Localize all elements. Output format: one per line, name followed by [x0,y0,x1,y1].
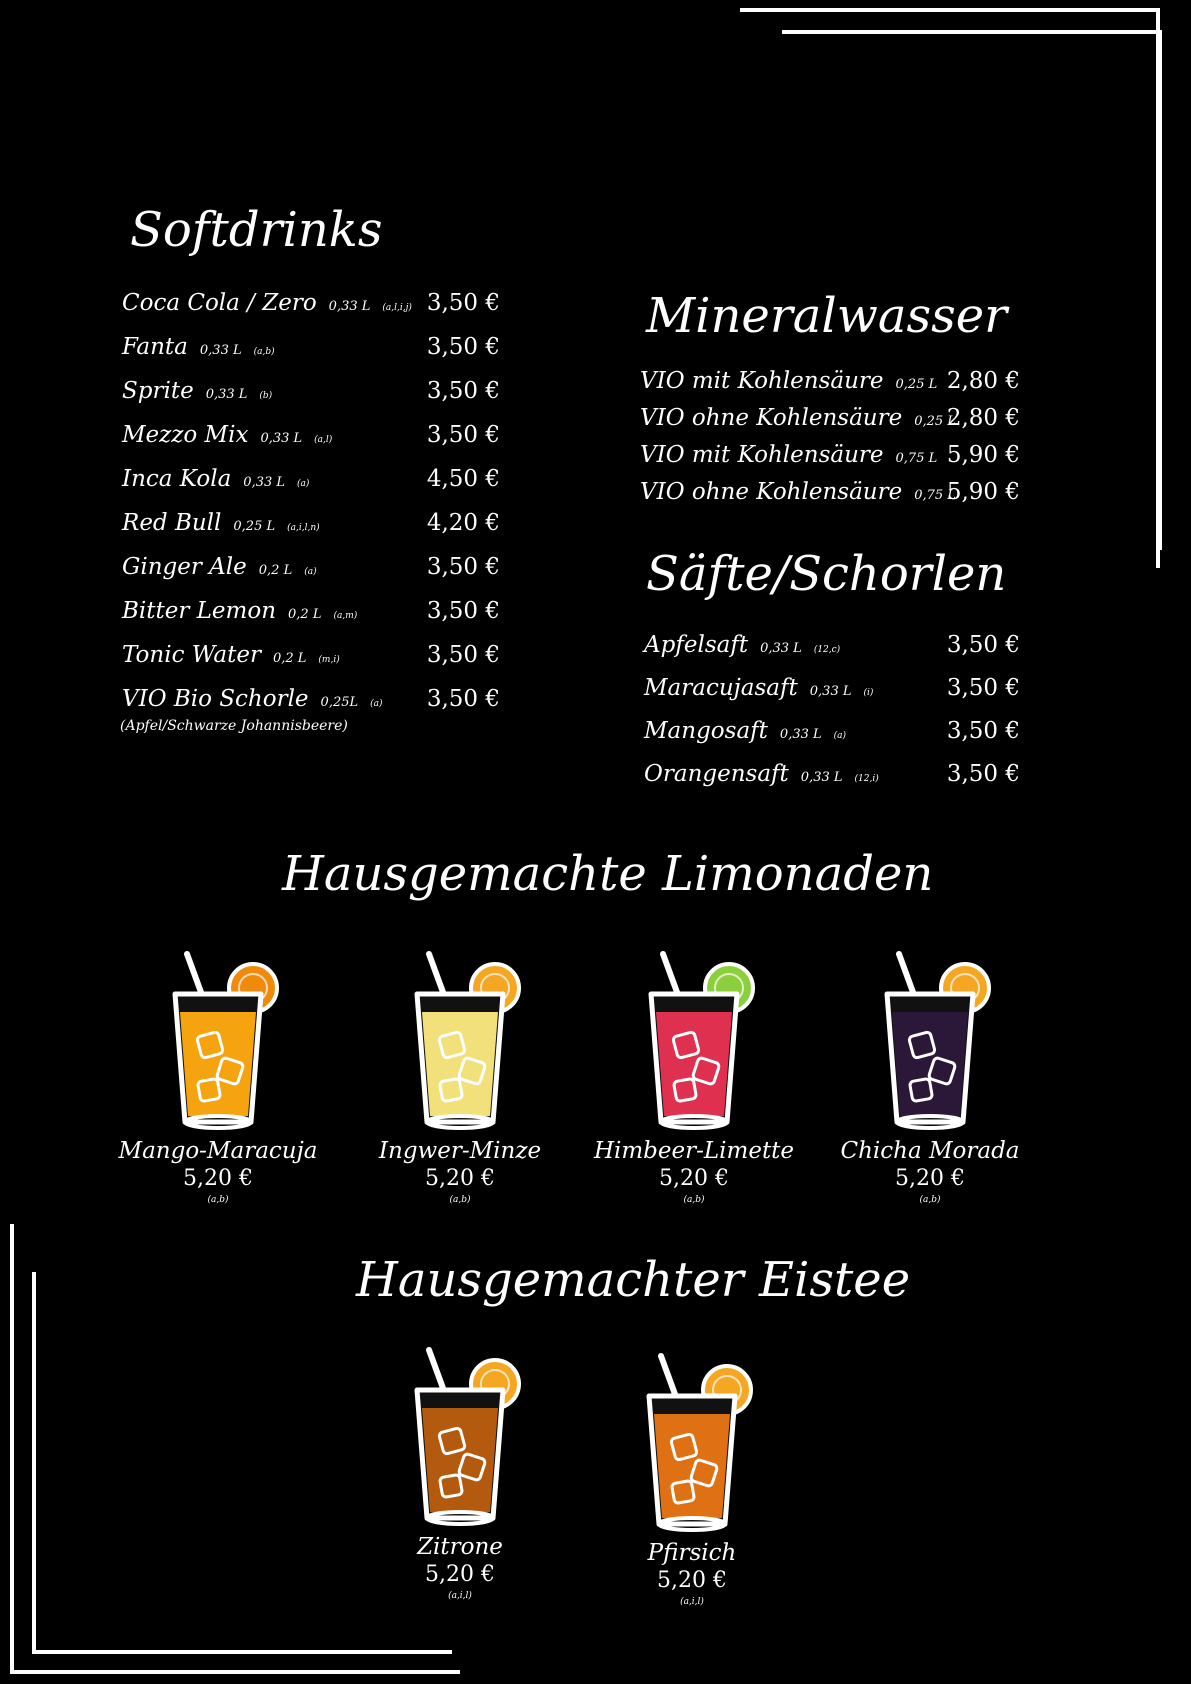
mineralwasser-item-volume: 0,75 L [895,451,938,466]
saefte-item [644,761,1020,795]
softdrinks-item [122,290,500,324]
softdrinks-item-price: 3,50 € [426,334,500,360]
limonaden-drink-price: 5,20 € [895,1166,965,1191]
limonaden-drink-price: 5,20 € [183,1166,253,1191]
mineralwasser-item [640,479,1020,513]
saefte-item-volume: 0,33 L [800,770,843,785]
saefte-item-name: Mangosaft [644,718,768,744]
softdrinks-item-price: 3,50 € [426,554,500,580]
mineralwasser-item-volume: 0,25 L [914,414,956,429]
eistee-drink-allergens: (a,i,l) [680,1597,704,1607]
frame-top-line [740,8,1160,12]
mineralwasser-item-volume: 0,25 L [895,377,938,392]
frame-top-inner-line [782,30,1162,34]
frame-right-inner-line [1158,30,1162,550]
frame-left-inner-line [32,1272,36,1652]
mineralwasser-item-name: VIO ohne Kohlensäure [640,405,903,431]
limonaden-drink-price: 5,20 € [425,1166,495,1191]
saefte-item-volume: 0,33 L [760,641,802,656]
limonaden-drink-name: Mango-Maracuja [118,1138,318,1164]
softdrinks-item-price: 3,50 € [426,290,500,316]
mineralwasser-title: Mineralwasser [646,288,1008,344]
softdrinks-item-volume: 0,33 L [260,431,303,446]
softdrinks-item-name: Coca Cola / Zero [122,290,317,316]
saefte-item-volume: 0,33 L [809,684,852,699]
eistee-drink-price: 5,20 € [657,1568,727,1593]
softdrinks-item-price: 3,50 € [426,598,500,624]
saefte-item [644,718,1020,752]
mineralwasser-item-name: VIO ohne Kohlensäure [640,479,903,505]
eistee-drink [340,1340,580,1601]
limonaden-drink-allergens: (a,b) [683,1195,705,1205]
softdrinks-note: (Apfel/Schwarze Johannisbeere) [120,718,348,734]
softdrinks-item-name: Ginger Ale [122,554,247,580]
softdrinks-item-name: Fanta [122,334,188,360]
softdrinks-item [122,598,500,632]
softdrinks-item-allergens: (a,l) [314,435,333,445]
saefte-title: Säfte/Schorlen [646,546,1007,602]
himbeer-limette-glass-icon [629,944,759,1134]
softdrinks-item-allergens: (a,l,i,j) [382,303,412,313]
limonaden-drink [574,944,814,1205]
softdrinks-item-name: Tonic Water [122,642,261,668]
mineralwasser-item [640,442,1020,476]
softdrinks-item-volume: 0,33 L [328,299,371,314]
softdrinks-item-name: Inca Kola [122,466,232,492]
softdrinks-item-volume: 0,2 L [258,563,293,578]
saefte-item-allergens: (12,c) [813,645,841,655]
eistee-title: Hausgemachter Eistee [356,1252,911,1308]
limonaden-drink [98,944,338,1205]
saefte-item-allergens: (i) [863,688,874,698]
eistee-drink-allergens: (a,i,l) [448,1591,472,1601]
softdrinks-item-price: 3,50 € [426,378,500,404]
limonaden-drink [810,944,1050,1205]
softdrinks-item-volume: 0,2 L [272,651,307,666]
softdrinks-item-price: 4,50 € [426,466,500,492]
softdrinks-item [122,422,500,456]
softdrinks-item-price: 3,50 € [426,422,500,448]
softdrinks-item-allergens: (m,i) [318,655,340,665]
pfirsich-glass-icon [627,1346,757,1536]
saefte-item-price: 3,50 € [946,761,1020,787]
limonaden-drink-allergens: (a,b) [919,1195,941,1205]
saefte-item-allergens: (a) [833,731,847,741]
softdrinks-title: Softdrinks [130,202,383,258]
mineralwasser-item-name: VIO mit Kohlensäure [640,368,884,394]
mineralwasser-item-price: 5,90 € [946,479,1020,505]
limonaden-drink-name: Ingwer-Minze [378,1138,542,1164]
frame-bottom-line [10,1670,460,1674]
softdrinks-item-allergens: (a) [297,479,310,489]
mineralwasser-item [640,368,1020,402]
saefte-item-volume: 0,33 L [779,727,822,742]
softdrinks-item [122,378,500,412]
softdrinks-item-volume: 0,25 L [233,519,276,534]
softdrinks-item-name: Bitter Lemon [122,598,277,624]
mineralwasser-item-price: 2,80 € [946,368,1020,394]
chicha-morada-glass-icon [865,944,995,1134]
softdrinks-item-volume: 0,25L [320,695,359,710]
softdrinks-item [122,642,500,676]
softdrinks-item-name: Sprite [122,378,194,404]
softdrinks-item-allergens: (a) [370,699,383,709]
mineralwasser-item-volume: 0,75 L [914,488,956,503]
limonaden-drink-allergens: (a,b) [207,1195,229,1205]
mineralwasser-item-price: 2,80 € [946,405,1020,431]
softdrinks-item-allergens: (a,m) [333,611,358,621]
ingwer-minze-glass-icon [395,944,525,1134]
eistee-drink-price: 5,20 € [425,1562,495,1587]
softdrinks-item-name: VIO Bio Schorle [122,686,309,712]
eistee-drink [572,1346,812,1607]
mineralwasser-item [640,405,1020,439]
saefte-item-price: 3,50 € [946,675,1020,701]
limonaden-drink-name: Chicha Morada [840,1138,1020,1164]
softdrinks-item [122,510,500,544]
saefte-item-name: Maracujasaft [644,675,798,701]
softdrinks-item-price: 4,20 € [426,510,500,536]
saefte-item-allergens: (12,i) [854,774,879,784]
saefte-item-price: 3,50 € [946,718,1020,744]
saefte-item [644,675,1020,709]
saefte-item-price: 3,50 € [946,632,1020,658]
softdrinks-item-name: Red Bull [122,510,222,536]
softdrinks-item [122,554,500,588]
eistee-drink-name: Pfirsich [647,1540,737,1566]
softdrinks-item [122,334,500,368]
frame-bottom-inner-line [32,1650,452,1654]
zitrone-glass-icon [395,1340,525,1530]
mango-maracuja-glass-icon [153,944,283,1134]
softdrinks-item [122,466,500,500]
saefte-item-name: Orangensaft [644,761,789,787]
softdrinks-item-allergens: (a,i,l,n) [287,523,320,533]
softdrinks-item-allergens: (b) [259,391,273,401]
saefte-item-name: Apfelsaft [644,632,749,658]
softdrinks-item-price: 3,50 € [426,686,500,712]
softdrinks-item [122,686,500,720]
softdrinks-item-price: 3,50 € [426,642,500,668]
softdrinks-item-allergens: (a) [304,567,317,577]
limonaden-title: Hausgemachte Limonaden [282,846,934,902]
softdrinks-item-volume: 0,33 L [205,387,248,402]
softdrinks-item-volume: 0,33 L [243,475,286,490]
eistee-drink-name: Zitrone [417,1534,503,1560]
limonaden-drink-name: Himbeer-Limette [593,1138,795,1164]
frame-left-line [10,1224,14,1674]
softdrinks-item-allergens: (a,b) [253,347,275,357]
softdrinks-item-name: Mezzo Mix [122,422,249,448]
mineralwasser-item-price: 5,90 € [946,442,1020,468]
mineralwasser-item-name: VIO mit Kohlensäure [640,442,884,468]
limonaden-drink-allergens: (a,b) [449,1195,471,1205]
limonaden-drink [340,944,580,1205]
softdrinks-item-volume: 0,33 L [199,343,242,358]
saefte-item [644,632,1020,666]
limonaden-drink-price: 5,20 € [659,1166,729,1191]
softdrinks-item-volume: 0,2 L [288,607,322,622]
